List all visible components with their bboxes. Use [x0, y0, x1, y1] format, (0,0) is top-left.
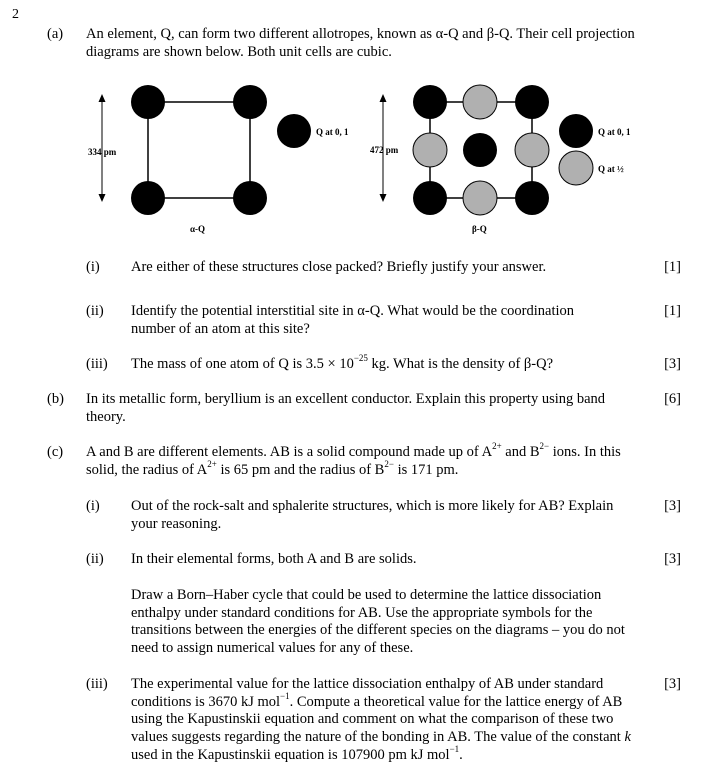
alpha-legend-atom	[277, 114, 311, 148]
beta-atom-half	[413, 133, 447, 167]
question-a-i-label: (i)	[86, 259, 100, 275]
question-c-iii-marks: [3]	[664, 676, 681, 692]
beta-dimension-label: 472 pm	[370, 145, 399, 155]
beta-atom-half	[515, 133, 549, 167]
question-a-i-marks: [1]	[664, 259, 681, 275]
beta-atom-corner	[413, 85, 447, 119]
part-c-intro: A and B are different elements. AB is a solid compound made up of $A^{2+}$ and $B^{2-}$ ions. In this solid, the radius of $A^{2+}$ is 65 pm and the radius of $B^{2-}$ is 171 pm.	[86, 441, 621, 478]
question-c-ii-label: (ii)	[86, 551, 104, 567]
question-a-iii-label: (iii)	[86, 356, 108, 372]
question-c-i-text: Out of the rock-salt and sphalerite structures, which is more likely for AB? Explain your reasoning.	[131, 498, 614, 532]
beta-atom-corner	[515, 85, 549, 119]
part-c-label: (c)	[47, 444, 64, 460]
beta-legend-grey-atom	[559, 151, 593, 185]
question-c-i-marks: [3]	[664, 498, 681, 514]
question-c-ii-marks: [3]	[664, 551, 681, 567]
alpha-atom-top-right	[233, 85, 267, 119]
alpha-atom-top-left	[131, 85, 165, 119]
beta-atom-corner	[515, 181, 549, 215]
question-c-ii-text: In their elemental forms, both A and B are solids.	[131, 551, 417, 567]
question-a-ii-text: Identify the potential interstitial site in α-Q. What would be the coordination number of an atom at this site?	[131, 303, 575, 337]
beta-legend-grey-label: Q at ½	[598, 164, 624, 174]
beta-atom-corner	[413, 181, 447, 215]
alpha-cell-outline	[148, 102, 250, 198]
part-b-marks: [6]	[664, 391, 681, 407]
part-b-label: (b)	[47, 391, 64, 407]
question-a-ii-label: (ii)	[86, 303, 104, 319]
question-c-i-label: (i)	[86, 498, 100, 514]
question-a-ii-marks: [1]	[664, 303, 681, 319]
beta-atom-center	[463, 133, 497, 167]
question-a-iii-text: The mass of one atom of Q is $3.5 \times 10^{-25}$ kg. What is the density of β-Q?	[131, 353, 554, 372]
question-c-ii-instructions: Draw a Born–Haber cycle that could be used to determine the lattice dissociation enthalpy under standard conditions for AB. Use the appropriate symbols for the transitions between the energies of the different species on the diagrams – you do not need to assign numerical values for any of these.	[131, 587, 625, 657]
beta-q-diagram	[362, 80, 662, 240]
beta-legend-black-atom	[559, 114, 593, 148]
alpha-atom-bottom-left	[131, 181, 165, 215]
part-a-intro: An element, Q, can form two different allotropes, known as α-Q and β-Q. Their cell projection diagrams are shown below. Both unit cells are cubic.	[86, 26, 635, 60]
beta-atom-half	[463, 181, 497, 215]
question-a-iii-marks: [3]	[664, 356, 681, 372]
question-c-iii-label: (iii)	[86, 676, 108, 692]
alpha-dimension-label: 334 pm	[88, 147, 117, 157]
beta-atom-half	[463, 85, 497, 119]
alpha-name-label: α-Q	[190, 224, 206, 234]
alpha-atom-bottom-right	[233, 181, 267, 215]
page-number: 2	[12, 7, 19, 22]
alpha-legend-label: Q at 0, 1	[316, 127, 349, 137]
beta-legend-black-label: Q at 0, 1	[598, 127, 631, 137]
beta-name-label: β-Q	[472, 224, 487, 234]
part-a-label: (a)	[47, 26, 64, 42]
part-b-text: In its metallic form, beryllium is an excellent conductor. Explain this property using band theory.	[86, 391, 606, 425]
alpha-q-diagram	[80, 80, 370, 240]
question-c-iii-text: The experimental value for the lattice dissociation enthalpy of AB under standard conditions is 3670 kJ mol$^{-1}$. Compute a theoretical value for the lattice energy of AB using the Kapustinskii equation and comment on what the comparison of these two values suggests regarding the nature of the bonding in AB. The value of the constant k used in the Kapustinskii equation is 107900 pm kJ mol$^{-1}$.	[131, 676, 631, 763]
question-a-i-text: Are either of these structures close packed? Briefly justify your answer.	[131, 259, 547, 275]
